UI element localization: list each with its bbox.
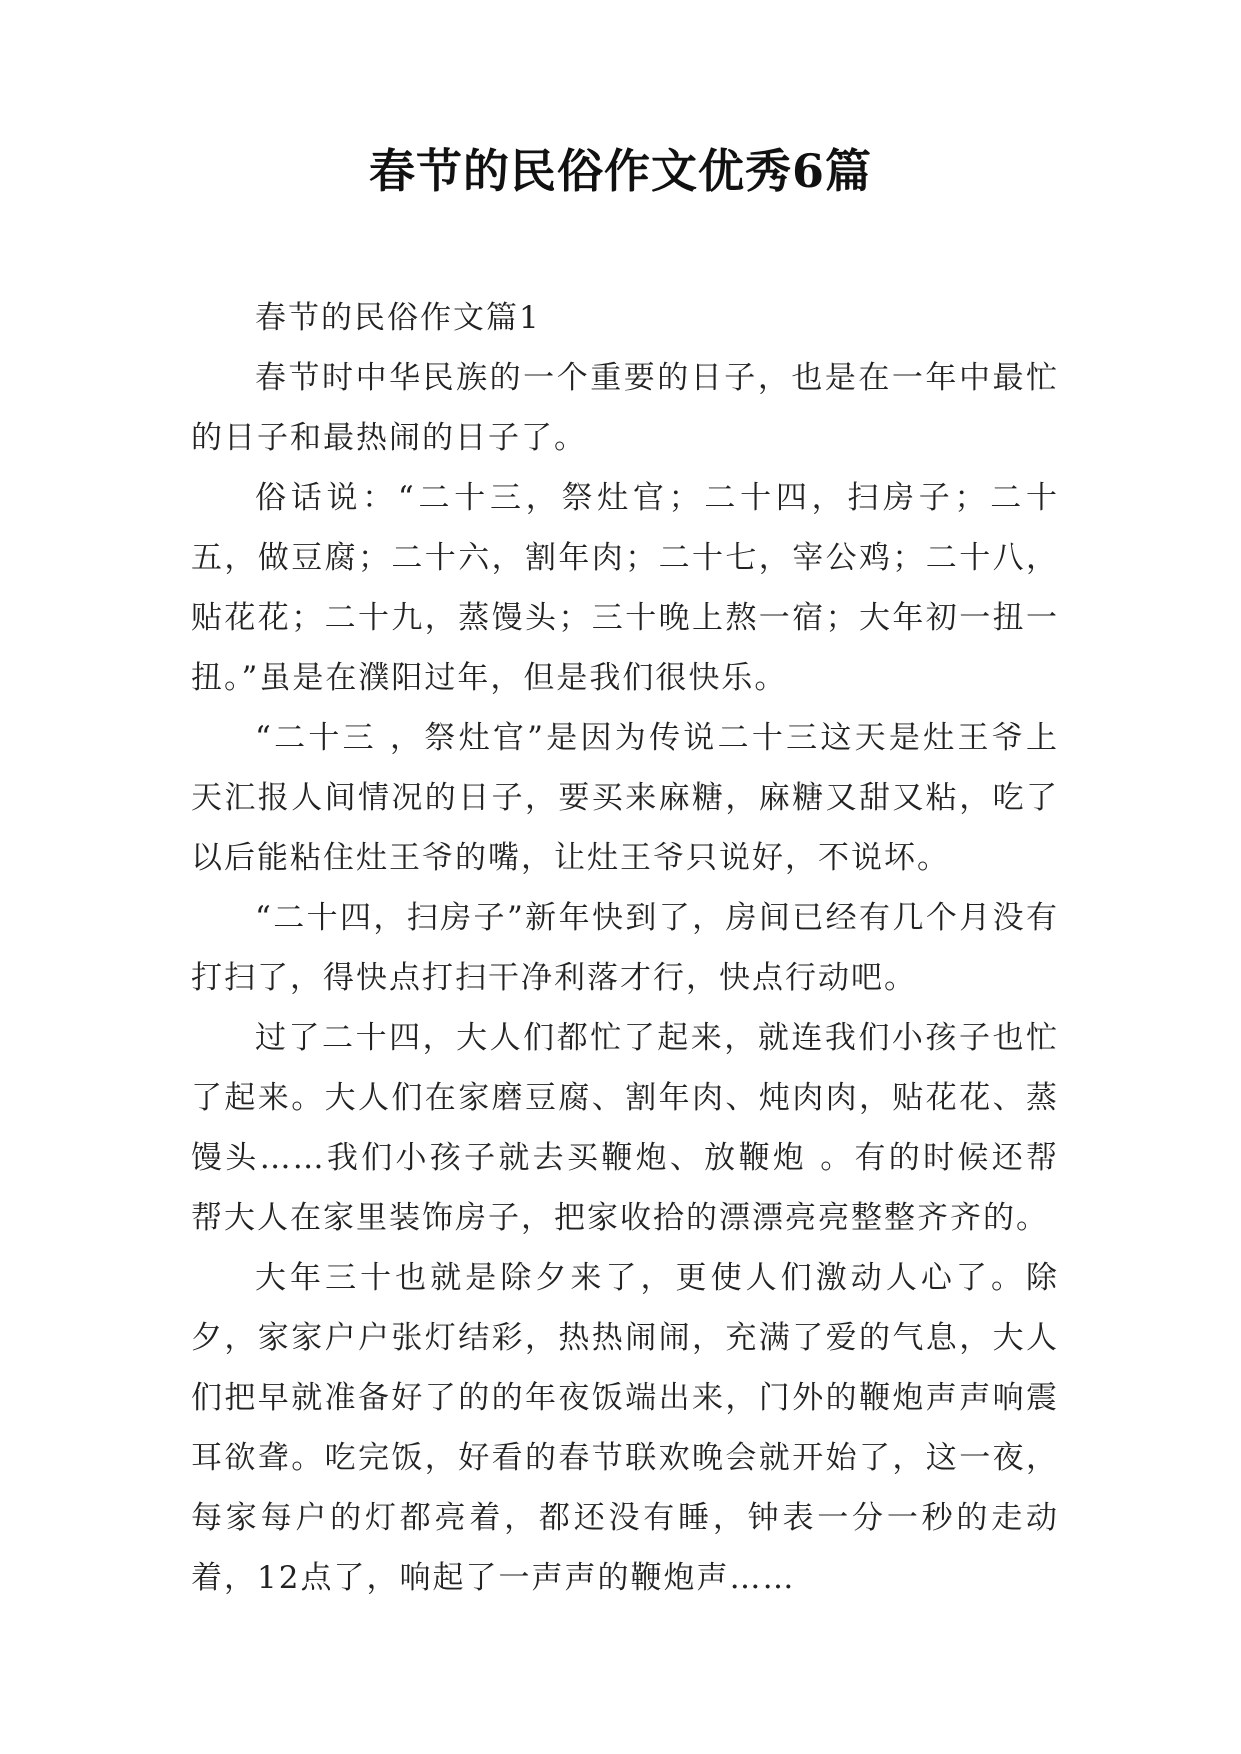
document-body bbox=[191, 288, 1059, 1608]
paragraph: 春节时中华民族的一个重要的日子，也是在一年中最忙的日子和最热闹的日子了。 bbox=[191, 360, 1059, 456]
paragraph: 过了二十四，大人们都忙了起来，就连我们小孩子也忙了起来。大人们在家磨豆腐、割年肉、炖肉肉，贴花花、蒸馒头……我们小孩子就去买鞭炮、放鞭炮 。有的时候还帮帮大人在家里装饰房子，把家收拾的漂漂亮亮整整齐齐的。 bbox=[191, 1020, 1059, 1236]
paragraph: 大年三十也就是除夕来了，更使人们激动人心了。除夕，家家户户张灯结彩，热热闹闹，充满了爱的气息，大人们把早就准备好了的的年夜饭端出来，门外的鞭炮声声响震耳欲聋。吃完饭，好看的春节联欢晚会就开始了，这一夜，每家每户的灯都亮着，都还没有睡，钟表一分一秒的走动着，12点了，响起了一声声的鞭炮声…… bbox=[191, 1260, 1059, 1596]
section-heading: 春节的民俗作文篇1 bbox=[255, 300, 541, 336]
paragraph: “二十四，扫房子”新年快到了，房间已经有几个月没有打扫了，得快点打扫干净利落才行，快点行动吧。 bbox=[191, 900, 1059, 996]
paragraph: “二十三 ，祭灶官”是因为传说二十三这天是灶王爷上天汇报人间情况的日子，要买来麻糖，麻糖又甜又粘，吃了以后能粘住灶王爷的嘴，让灶王爷只说好，不说坏。 bbox=[191, 720, 1059, 876]
paragraph: 俗话说：“二十三，祭灶官；二十四，扫房子；二十五，做豆腐；二十六，割年肉；二十七，宰公鸡；二十八，贴花花；二十九，蒸馒头；三十晚上熬一宿；大年初一扭一扭。”虽是在濮阳过年，但是我们很快乐。 bbox=[191, 480, 1059, 696]
document-title: 春节的民俗作文优秀6篇 bbox=[368, 144, 872, 198]
